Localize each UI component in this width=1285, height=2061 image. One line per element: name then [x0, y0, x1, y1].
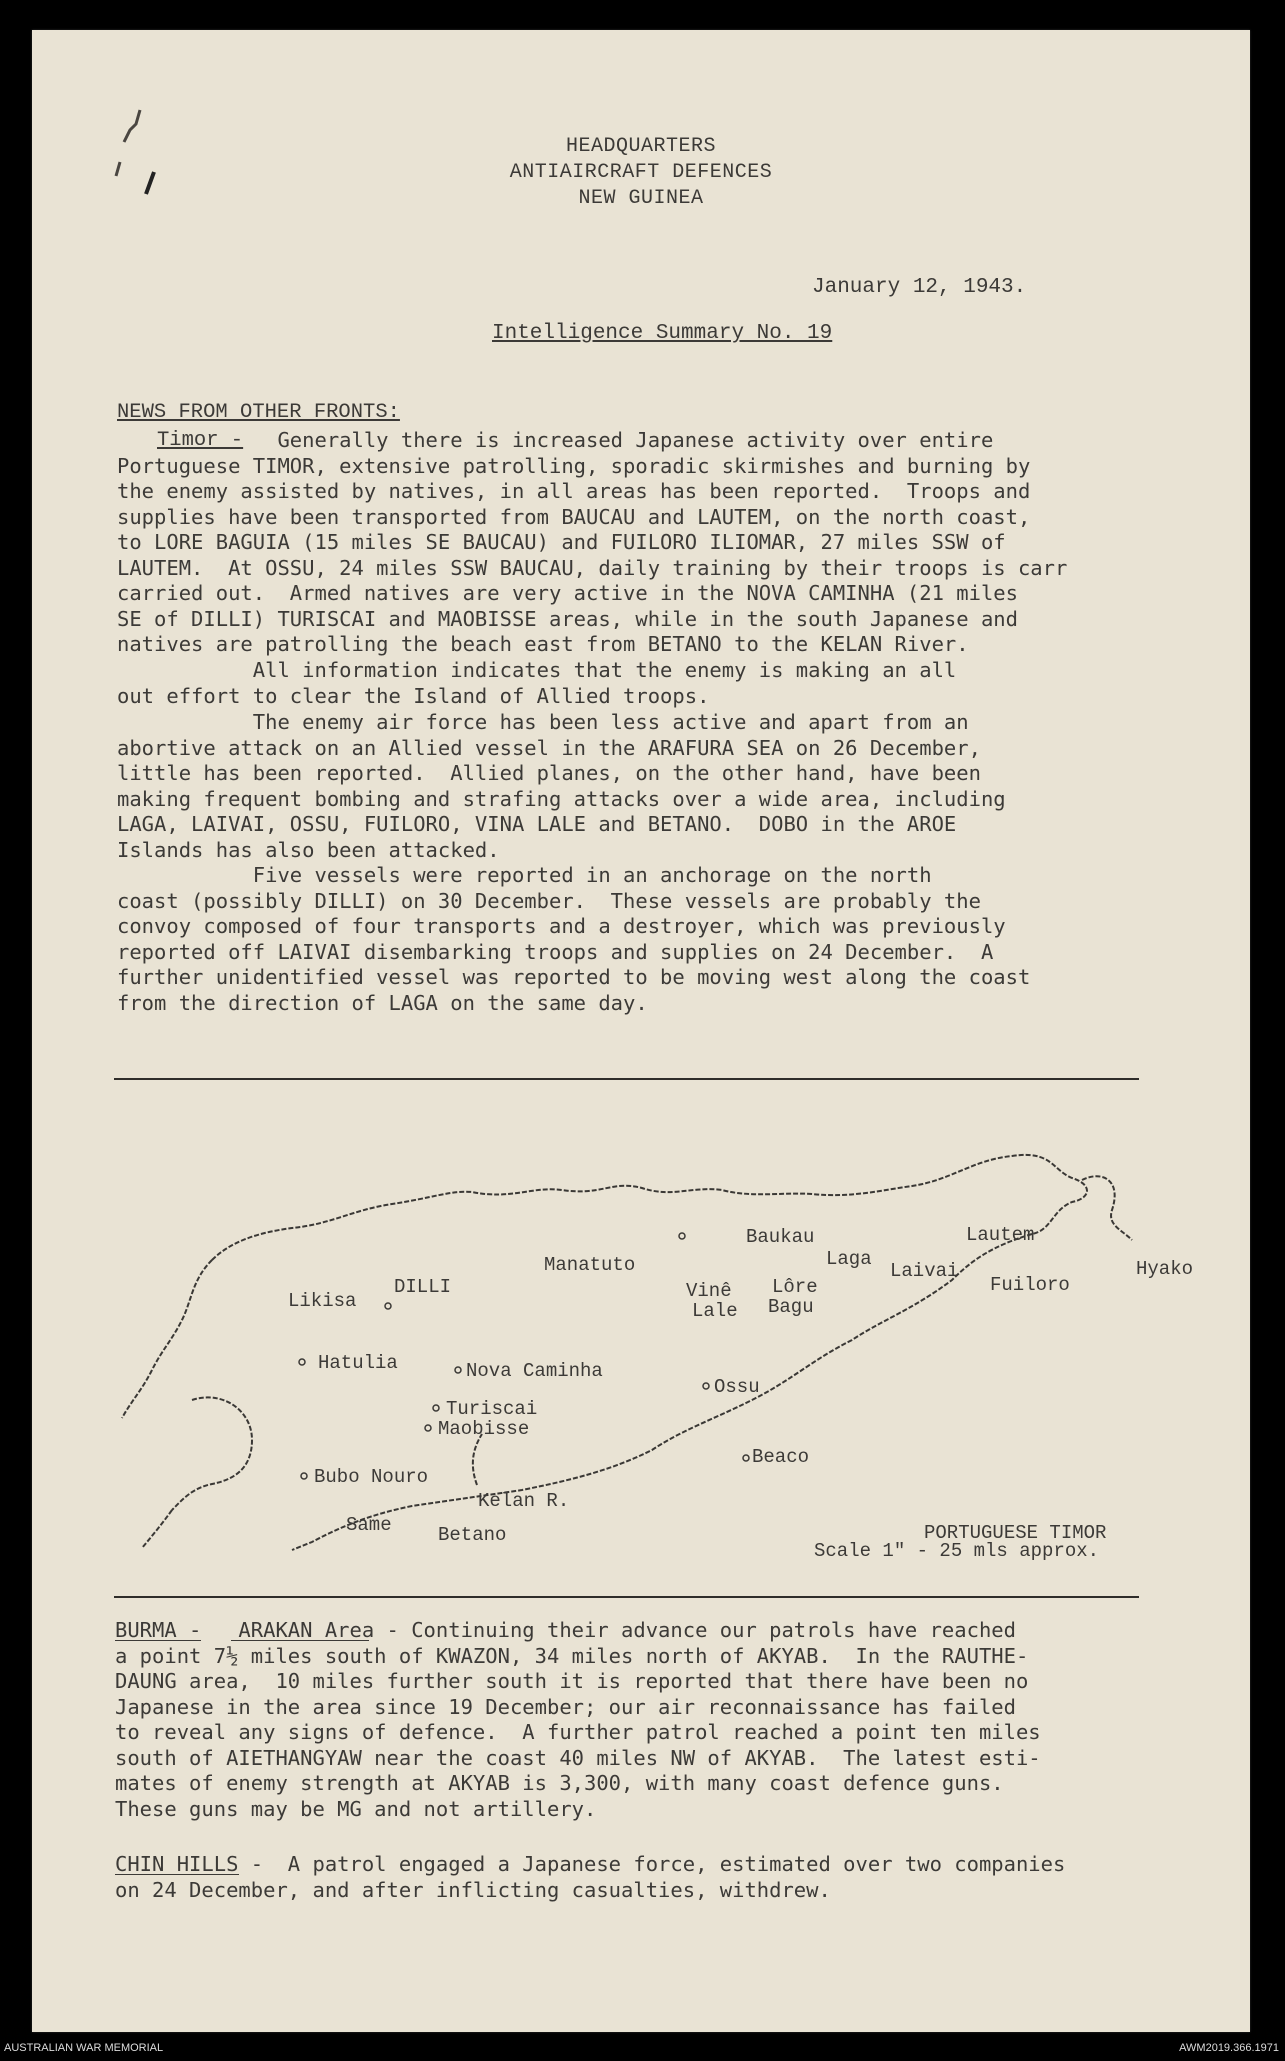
- place-lautem: Lautem: [966, 1224, 1035, 1246]
- place-same: Same: [346, 1514, 392, 1536]
- footer-left: AUSTRALIAN WAR MEMORIAL: [4, 2042, 164, 2054]
- place-likisa: Likisa: [288, 1290, 357, 1312]
- place-bagu: Bagu: [768, 1296, 814, 1318]
- north-coast-line: [212, 1155, 1087, 1260]
- burma-underline: [115, 1640, 201, 1641]
- west-border-line: [122, 1260, 212, 1418]
- place-hatulia: Hatulia: [318, 1352, 398, 1374]
- place-vine: Vinê: [686, 1280, 732, 1302]
- news-heading: NEWS FROM OTHER FRONTS:: [117, 401, 400, 424]
- south-west-line: [142, 1510, 172, 1548]
- timor-paragraph-4: Five vessels were reported in an anchorage on the north coast (possibly DILLI) on 30 December. These vessels are probably the convoy composed of four transports and a destroyer, which was previously reported off LAIVAI disembarking troops and supplies on 24 December. A further unidentified vessel was reported to be moving west along the coast from the direction of LAGA on the same day.: [117, 863, 1031, 1015]
- place-lore: Lôre: [772, 1276, 818, 1298]
- chin-hills-underline: [115, 1874, 239, 1875]
- map-title: PORTUGUESE TIMOR: [924, 1522, 1107, 1544]
- timor-paragraph-1: Generally there is increased Japanese activity over entire Portuguese TIMOR, extensive patrolling, sporadic skirmishes and burning by the enemy assisted by natives, in all areas has been reported. Troops and supplies have been transported from BAUCAU and LAUTEM, on the north coast, to LORE BAGUIA (15 miles SE BAUCAU) and FUILORO ILIOMAR, 27 miles SSW of LAUTEM. At OSSU, 24 miles SSW BAUCAU, daily training by their troops is carr carried out. Armed natives are very active in the NOVA CAMINHA (21 miles SE of DILLI) TURISCAI and MAOBISSE areas, while in the south Japanese and natives are patrolling the beach east from BETANO to the KELAN River.: [117, 428, 1068, 656]
- chin-hills-paragraph: CHIN HILLS - A patrol engaged a Japanese force, estimated over two companies on 24 December, and after inflicting casualties, withdrew.: [115, 1852, 1066, 1902]
- header-line-1: HEADQUARTERS: [565, 135, 717, 158]
- timor-paragraph-3: The enemy air force has been less active and apart from an abortive attack on an Allied vessel in the ARAFURA SEA on 26 December, little has been reported. Allied planes, on the other hand, have been making frequent bombing and strafing attacks over a wide area, including LAGA, LAIVAI, OSSU, FUILORO, VINA LALE and BETANO. DOBO in the AROE Islands has also been attacked.: [117, 710, 1006, 862]
- document-page: [32, 30, 1250, 2032]
- timor-label: Timor -: [157, 429, 244, 452]
- place-maobisse: Maobisse: [438, 1418, 530, 1440]
- timor-map: [92, 1150, 1194, 1550]
- place-dilli: DILLI: [394, 1276, 452, 1298]
- place-nova-caminha: Nova Caminha: [466, 1360, 603, 1382]
- river-line: [473, 1434, 482, 1485]
- timor-paragraph-2: All information indicates that the enemy is making an all out effort to clear the Island of Allied troops.: [117, 658, 957, 708]
- burma-paragraph: BURMA - ARAKAN Area - Continuing their advance our patrols have reached a point 7½ miles south of KWAZON, 34 miles north of AKYAB. In the RAUTHE- DAUNG area, 10 miles further south it is reported that there have been no Japanese in the area since 19 December; our air reconnaissance has failed to reveal any signs of defence. A further patrol reached a point ten miles south of AIETHANGYAW near the coast 40 miles NW of AKYAB. The latest esti- mates of enemy strength at AKYAB is 3,300, with many coast defence guns. These guns may be MG and not artillery.: [115, 1618, 1041, 1821]
- place-ossu: Ossu: [714, 1376, 760, 1398]
- place-manatuto: Manatuto: [544, 1254, 636, 1276]
- footer-right: AWM2019.366.1971: [1179, 2042, 1279, 2054]
- divider-bottom: [114, 1596, 1139, 1598]
- header-line-2: ANTIAIRCRAFT DEFENCES: [509, 161, 773, 184]
- place-betano: Betano: [438, 1524, 507, 1546]
- place-baukau: Baukau: [746, 1226, 815, 1248]
- summary-title: Intelligence Summary No. 19: [492, 322, 833, 345]
- place-fuiloro: Fuiloro: [990, 1274, 1070, 1296]
- place-bubo-nouro: Bubo Nouro: [314, 1466, 429, 1488]
- map-scale: Scale 1" - 25 mls approx.: [814, 1540, 1100, 1562]
- place-beaco: Beaco: [752, 1446, 810, 1468]
- place-laga: Laga: [826, 1248, 872, 1270]
- document-date: January 12, 1943.: [812, 276, 1027, 299]
- arakan-underline: [231, 1640, 369, 1641]
- divider-top: [114, 1078, 1139, 1080]
- place-lale: Lale: [692, 1300, 738, 1322]
- place-kelan-river: Kelan R.: [478, 1490, 570, 1512]
- place-hyako: Hyako: [1136, 1258, 1194, 1280]
- header-line-3: NEW GUINEA: [578, 187, 704, 210]
- oecussi-line: [172, 1397, 252, 1510]
- place-turiscai: Turiscai: [446, 1398, 538, 1420]
- place-laivai: Laivai: [890, 1260, 959, 1282]
- east-tip-line: [1082, 1176, 1132, 1240]
